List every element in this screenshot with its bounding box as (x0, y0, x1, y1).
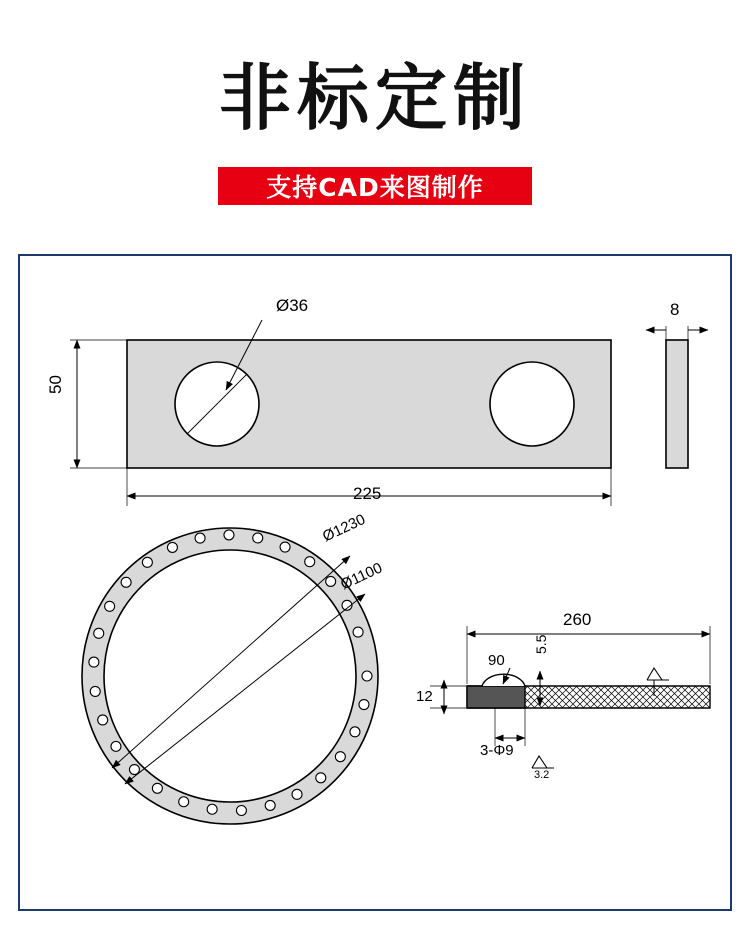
label-ring-outer-diameter: Ø1230 (320, 510, 369, 546)
label-plate-height: 50 (46, 375, 65, 394)
bar-plate-side-view (646, 326, 708, 468)
technical-drawing-svg (20, 256, 730, 909)
label-hole-diameter: Ø36 (276, 296, 309, 315)
label-groove-depth: 5.5 (533, 634, 549, 654)
drawing-frame (18, 254, 732, 911)
subtitle-label: 支持CAD来图制作 (266, 173, 484, 202)
page-title: 非标定制 (218, 56, 531, 140)
label-section-width: 260 (563, 610, 592, 629)
header-banner (0, 0, 750, 240)
bar-plate-front-view (70, 320, 611, 506)
label-ring-bolt-circle: Ø1100 (338, 559, 386, 594)
label-plate-length: 225 (353, 484, 382, 503)
label-plate-thickness: 8 (670, 300, 680, 319)
subtitle-badge (218, 167, 532, 205)
label-groove-angle: 90 (488, 652, 505, 669)
ring-flange-view (82, 528, 378, 824)
label-section-thickness: 12 (416, 688, 433, 705)
label-roughness: 3.2 (534, 769, 550, 781)
label-holes-note: 3-Φ9 (480, 742, 514, 759)
section-view (430, 626, 710, 768)
